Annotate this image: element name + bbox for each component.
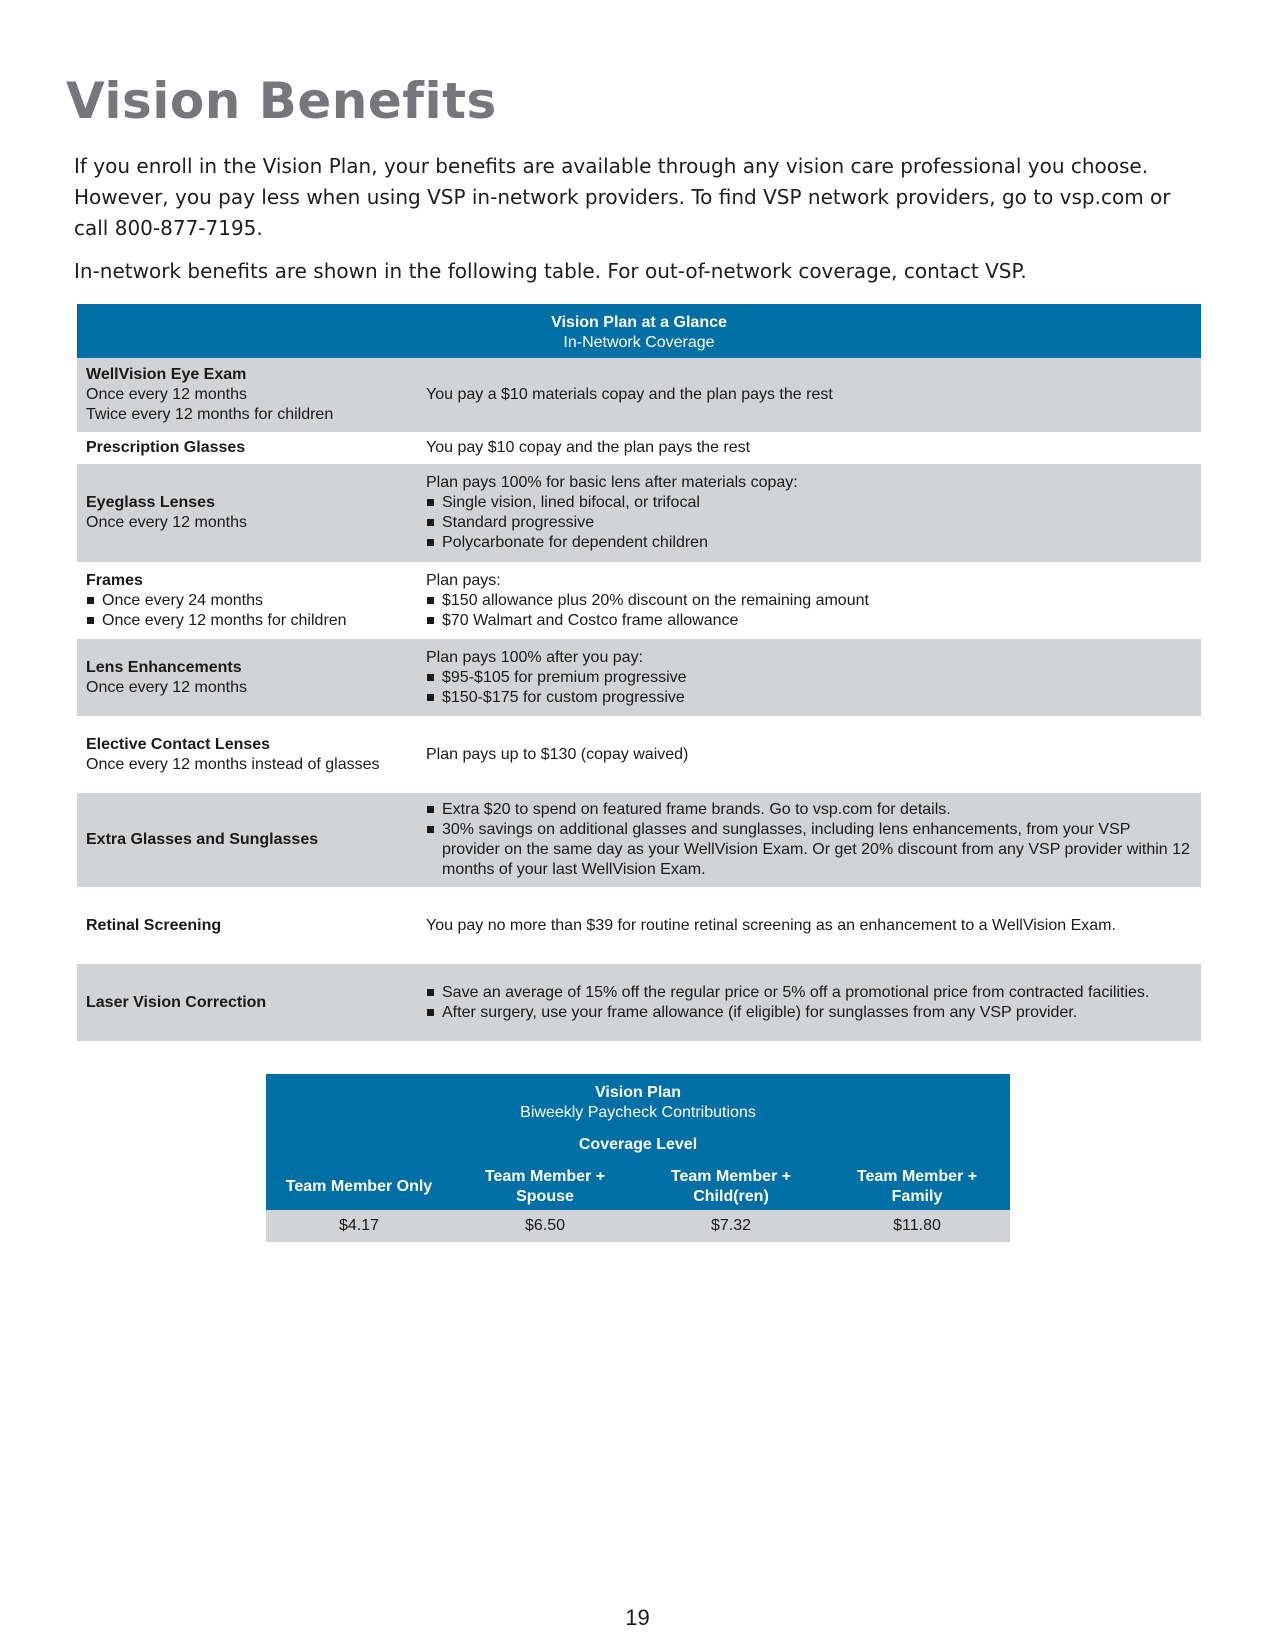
table-row — [77, 562, 1201, 639]
bullet-list — [86, 591, 408, 631]
glance-table-header — [77, 304, 1201, 358]
benefit-label-cell — [77, 464, 417, 562]
table-row — [77, 887, 1201, 964]
column-header: Team Member Only — [266, 1163, 452, 1210]
list-item: $95-$105 for premium progressive — [426, 668, 1192, 688]
benefit-frequency: Once every 12 months instead of glasses — [86, 755, 380, 773]
table-row — [77, 432, 1201, 464]
benefit-label-cell — [77, 562, 417, 639]
table-row — [77, 358, 1201, 432]
list-item: Standard progressive — [426, 513, 1192, 533]
benefit-label: Laser Vision Correction — [86, 993, 267, 1011]
benefit-label: Elective Contact Lenses — [86, 735, 271, 753]
benefit-detail-cell: You pay no more than $39 for routine retinal screening as an enhancement to a WellVision Exam. — [417, 887, 1201, 964]
vision-plan-at-a-glance-table — [77, 304, 1201, 1041]
list-item: After surgery, use your frame allowance (if eligible) for sunglasses from any VSP provider. — [426, 1003, 1192, 1023]
table-row — [77, 793, 1201, 887]
benefit-label: Eyeglass Lenses — [86, 494, 215, 511]
table-row — [77, 716, 1201, 793]
list-item: Extra $20 to spend on featured frame brands. Go to vsp.com for details. — [426, 800, 1192, 820]
bullet-list — [426, 800, 1192, 880]
list-item: $150-$175 for custom progressive — [426, 688, 1192, 708]
intro-paragraph: If you enroll in the Vision Plan, your benefits are available through any vision care professional you choose. However, you pay less when using VSP in-network providers. To find VSP network providers, go to vsp.com or call 800-877-7195. — [74, 154, 1171, 240]
benefit-frequency: Once every 12 months — [86, 386, 247, 403]
bullet-list — [426, 668, 1192, 708]
bullet-list — [426, 983, 1192, 1023]
list-item: $70 Walmart and Costco frame allowance — [426, 611, 1192, 631]
table-row — [77, 639, 1201, 716]
benefit-detail-cell — [417, 562, 1201, 639]
benefit-detail-lead: Plan pays 100% after you pay: — [426, 648, 644, 666]
contribution-amount: $11.80 — [824, 1210, 1010, 1242]
column-header: Team Member + Spouse — [452, 1163, 638, 1210]
benefit-label-cell — [77, 358, 417, 432]
list-item: $150 allowance plus 20% discount on the remaining amount — [426, 591, 1192, 611]
benefit-label: Prescription Glasses — [86, 439, 246, 456]
list-item: Save an average of 15% off the regular price or 5% off a promotional price from contracted facilities. — [426, 983, 1192, 1003]
contrib-table-subtitle: Biweekly Paycheck Contributions — [266, 1103, 1010, 1129]
benefit-label-cell — [77, 432, 417, 464]
benefit-label-cell — [77, 793, 417, 887]
benefit-label-cell — [77, 887, 417, 964]
contribution-amount: $6.50 — [452, 1210, 638, 1242]
benefit-detail-cell — [417, 639, 1201, 716]
benefit-label: Lens Enhancements — [86, 658, 242, 676]
benefit-frequency: Twice every 12 months for children — [86, 406, 334, 423]
table-row — [266, 1210, 1010, 1242]
list-item: Once every 24 months — [86, 591, 408, 611]
page-title: Vision Benefits — [66, 72, 497, 130]
benefit-frequency: Once every 12 months — [86, 678, 247, 696]
list-item: 30% savings on additional glasses and sunglasses, including lens enhancements, from your VSP provider on the same day as your WellVision Exam. Or get 20% discount from any VSP provider within 12 months of your last WellVision Exam. — [426, 820, 1192, 880]
coverage-level-label: Coverage Level — [266, 1129, 1010, 1163]
benefit-detail-cell: Plan pays up to $130 (copay waived) — [417, 716, 1201, 793]
list-item: Polycarbonate for dependent children — [426, 533, 1192, 553]
table-row — [77, 464, 1201, 562]
contribution-amount: $7.32 — [638, 1210, 824, 1242]
benefit-detail-cell — [417, 793, 1201, 887]
glance-table-title: Vision Plan at a Glance — [551, 314, 727, 331]
benefit-label: Frames — [86, 571, 143, 589]
intro-paragraph: In-network benefits are shown in the following table. For out-of-network coverage, contact VSP. — [74, 259, 1027, 283]
benefit-detail-lead: Plan pays 100% for basic lens after materials copay: — [426, 474, 798, 491]
benefit-frequency: Once every 12 months — [86, 514, 247, 531]
list-item: Once every 12 months for children — [86, 611, 408, 631]
contribution-amount: $4.17 — [266, 1210, 452, 1242]
benefit-label: WellVision Eye Exam — [86, 366, 247, 383]
column-header: Team Member + Child(ren) — [638, 1163, 824, 1210]
benefit-label-cell — [77, 639, 417, 716]
benefit-label: Extra Glasses and Sunglasses — [86, 831, 319, 848]
bullet-list — [426, 493, 1192, 553]
list-item: Single vision, lined bifocal, or trifocal — [426, 493, 1192, 513]
bullet-list — [426, 591, 1192, 631]
table-row — [77, 964, 1201, 1041]
benefit-detail-cell — [417, 464, 1201, 562]
glance-table-subtitle: In-Network Coverage — [563, 334, 715, 351]
benefit-label-cell — [77, 716, 417, 793]
benefit-label-cell — [77, 964, 417, 1041]
benefit-detail-cell: You pay $10 copay and the plan pays the rest — [417, 432, 1201, 464]
benefit-detail-lead: Plan pays: — [426, 571, 501, 589]
column-header: Team Member + Family — [824, 1163, 1010, 1210]
benefit-detail-cell — [417, 964, 1201, 1041]
benefit-detail-cell: You pay a $10 materials copay and the plan pays the rest — [417, 358, 1201, 432]
benefit-label: Retinal Screening — [86, 916, 222, 934]
page-number: 19 — [625, 1605, 650, 1630]
paycheck-contributions-table — [266, 1074, 1010, 1242]
contrib-table-title: Vision Plan — [266, 1074, 1010, 1103]
